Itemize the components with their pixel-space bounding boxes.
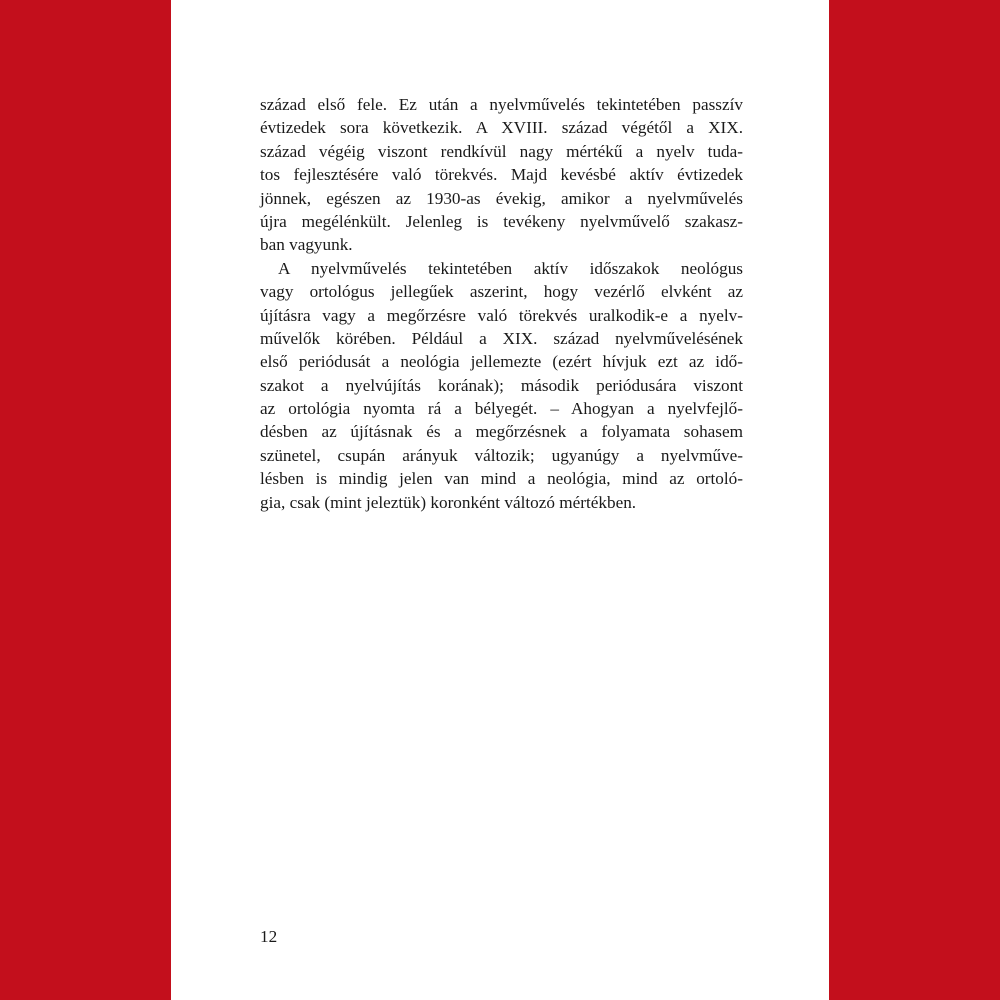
text-line: század első fele. Ez után a nyelvművelés tekintetében passzív xyxy=(260,95,743,114)
text-line: első periódusát a neológia jellemezte (ezért hívjuk ezt az idő- xyxy=(260,352,743,372)
text-line: lésben is mindig jelen van mind a neológia, mind az ortoló- xyxy=(260,469,743,489)
book-page xyxy=(171,0,829,1000)
page-number: 12 xyxy=(260,927,278,946)
text-line: jönnek, egészen az 1930-as évekig, amikor a nyelvművelés xyxy=(260,188,743,208)
text-line: désben az újításnak és a megőrzésnek a folyamata sohasem xyxy=(260,422,743,442)
text-line: művelők körében. Például a XIX. század nyelvművelésének xyxy=(260,328,743,348)
text-line: gia, csak (mint jeleztük) koronként változó mértékben. xyxy=(260,492,637,512)
body-text xyxy=(260,93,743,514)
text-line: szakot a nyelvújítás korának); második periódusára viszont xyxy=(260,375,743,395)
text-line: szünetel, csupán arányuk változik; ugyanúgy a nyelvműve- xyxy=(260,445,743,465)
text-line: tos fejlesztésére való törekvés. Majd kevésbé aktív évtizedek xyxy=(260,165,743,185)
text-line: az ortológia nyomta rá a bélyegét. – Ahogyan a nyelvfejlő- xyxy=(260,399,743,419)
text-line: vagy ortológus jellegűek aszerint, hogy vezérlő elvként az xyxy=(260,282,743,302)
text-line: újra megélénkült. Jelenleg is tevékeny nyelvművelő szakasz- xyxy=(260,211,743,231)
text-line: ban vagyunk. xyxy=(260,235,353,255)
text-line: évtizedek sora következik. A XVIII. század végétől a XIX. xyxy=(260,118,743,138)
text-line: század végéig viszont rendkívül nagy mértékű a nyelv tuda- xyxy=(260,141,743,161)
text-line: újításra vagy a megőrzésre való törekvés uralkodik-e a nyelv- xyxy=(260,305,743,325)
text-line: A nyelvművelés tekintetében aktív időszakok neológus xyxy=(278,258,743,278)
